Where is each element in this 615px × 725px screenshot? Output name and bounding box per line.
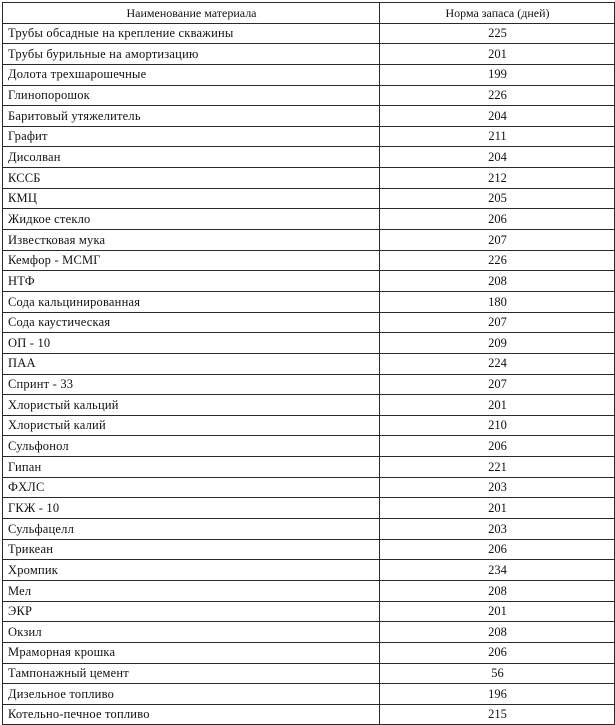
table-row	[3, 477, 615, 498]
table-row	[3, 209, 615, 230]
material-name-cell: Окзил	[3, 622, 380, 643]
material-name-cell: Трикеан	[3, 539, 380, 560]
material-name-cell: Баритовый утяжелитель	[3, 106, 380, 127]
stock-days-cell: 205	[380, 188, 615, 209]
table-header-row	[3, 3, 615, 24]
stock-days-cell: 203	[380, 477, 615, 498]
stock-days-cell: 201	[380, 395, 615, 416]
stock-days-cell: 196	[380, 684, 615, 705]
material-name-cell: Известковая мука	[3, 230, 380, 251]
stock-days-cell: 204	[380, 147, 615, 168]
table-row	[3, 291, 615, 312]
table-row	[3, 168, 615, 189]
stock-days-cell: 56	[380, 663, 615, 684]
stock-days-cell: 206	[380, 436, 615, 457]
stock-days-cell: 199	[380, 64, 615, 85]
stock-days-cell: 201	[380, 498, 615, 519]
stock-days-cell: 226	[380, 85, 615, 106]
material-name-cell: ЭКР	[3, 601, 380, 622]
table-row	[3, 539, 615, 560]
stock-days-cell: 209	[380, 333, 615, 354]
material-name-cell: Дизельное топливо	[3, 684, 380, 705]
material-name-cell: Дисолван	[3, 147, 380, 168]
table-row	[3, 353, 615, 374]
table-row	[3, 44, 615, 65]
material-name-cell: КМЦ	[3, 188, 380, 209]
stock-days-cell: 207	[380, 374, 615, 395]
header-material-name: Наименование материала	[3, 3, 380, 24]
table-row	[3, 312, 615, 333]
table-row	[3, 580, 615, 601]
stock-days-cell: 206	[380, 539, 615, 560]
material-name-cell: Сульфацелл	[3, 519, 380, 540]
stock-days-cell: 234	[380, 560, 615, 581]
table-row	[3, 374, 615, 395]
table-row	[3, 601, 615, 622]
stock-days-cell: 208	[380, 622, 615, 643]
table-row	[3, 147, 615, 168]
table-row	[3, 188, 615, 209]
material-name-cell: Сода кальцинированная	[3, 291, 380, 312]
material-name-cell: ФХЛС	[3, 477, 380, 498]
header-stock-days: Норма запаса (дней)	[380, 3, 615, 24]
stock-days-cell: 226	[380, 250, 615, 271]
table-row	[3, 560, 615, 581]
material-name-cell: Котельно-печное топливо	[3, 704, 380, 725]
table-row	[3, 126, 615, 147]
stock-days-cell: 225	[380, 23, 615, 44]
table-row	[3, 333, 615, 354]
material-name-cell: ГКЖ - 10	[3, 498, 380, 519]
material-name-cell: Спринт - 33	[3, 374, 380, 395]
table-row	[3, 395, 615, 416]
stock-days-cell: 201	[380, 44, 615, 65]
table-row	[3, 106, 615, 127]
table-row	[3, 622, 615, 643]
stock-days-cell: 210	[380, 415, 615, 436]
material-name-cell: Кемфор - МСМГ	[3, 250, 380, 271]
table-body	[3, 23, 615, 725]
material-name-cell: Хлористый калий	[3, 415, 380, 436]
stock-days-cell: 208	[380, 580, 615, 601]
stock-days-cell: 204	[380, 106, 615, 127]
stock-days-cell: 207	[380, 230, 615, 251]
stock-days-cell: 215	[380, 704, 615, 725]
material-name-cell: Графит	[3, 126, 380, 147]
material-name-cell: Хромпик	[3, 560, 380, 581]
table-row	[3, 642, 615, 663]
table-row	[3, 519, 615, 540]
material-name-cell: Тампонажный цемент	[3, 663, 380, 684]
material-name-cell: ОП - 10	[3, 333, 380, 354]
material-name-cell: Глинопорошок	[3, 85, 380, 106]
table-row	[3, 85, 615, 106]
material-stock-table	[2, 2, 615, 725]
table-row	[3, 663, 615, 684]
material-name-cell: Сода каустическая	[3, 312, 380, 333]
table-row	[3, 250, 615, 271]
stock-days-cell: 201	[380, 601, 615, 622]
material-name-cell: НТФ	[3, 271, 380, 292]
material-name-cell: Мел	[3, 580, 380, 601]
material-name-cell: Долота трехшарошечные	[3, 64, 380, 85]
table-row	[3, 684, 615, 705]
stock-days-cell: 208	[380, 271, 615, 292]
table-row	[3, 415, 615, 436]
stock-days-cell: 211	[380, 126, 615, 147]
table-row	[3, 230, 615, 251]
table-row	[3, 23, 615, 44]
stock-days-cell: 207	[380, 312, 615, 333]
table-row	[3, 64, 615, 85]
stock-days-cell: 203	[380, 519, 615, 540]
stock-days-cell: 206	[380, 209, 615, 230]
table-row	[3, 457, 615, 478]
material-name-cell: Сульфонол	[3, 436, 380, 457]
material-name-cell: ПАА	[3, 353, 380, 374]
table-row	[3, 704, 615, 725]
material-name-cell: Жидкое стекло	[3, 209, 380, 230]
table-row	[3, 436, 615, 457]
stock-days-cell: 221	[380, 457, 615, 478]
stock-days-cell: 206	[380, 642, 615, 663]
stock-days-cell: 212	[380, 168, 615, 189]
material-name-cell: Мраморная крошка	[3, 642, 380, 663]
material-name-cell: Хлористый кальций	[3, 395, 380, 416]
stock-days-cell: 224	[380, 353, 615, 374]
material-name-cell: Трубы обсадные на крепление скважины	[3, 23, 380, 44]
material-name-cell: КССБ	[3, 168, 380, 189]
material-name-cell: Трубы бурильные на амортизацию	[3, 44, 380, 65]
table-row	[3, 271, 615, 292]
table-row	[3, 498, 615, 519]
stock-days-cell: 180	[380, 291, 615, 312]
material-name-cell: Гипан	[3, 457, 380, 478]
